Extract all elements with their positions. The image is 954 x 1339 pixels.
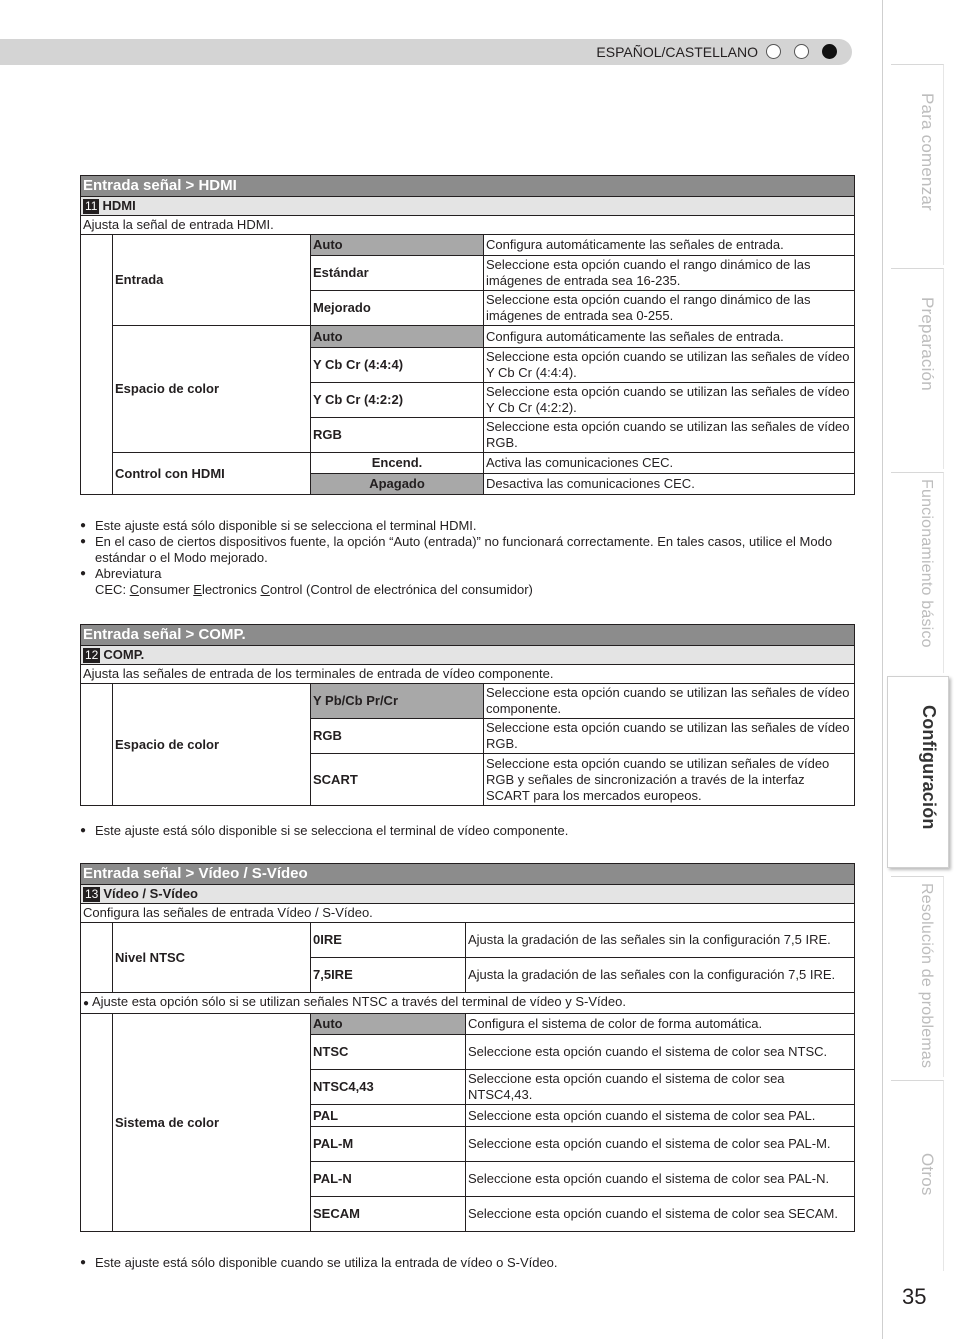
sistema-color-label: Sistema de color	[113, 1014, 311, 1232]
option-rgb[interactable]: RGB	[311, 418, 484, 453]
option-apagado[interactable]: Apagado	[311, 474, 484, 495]
tab-funcionamiento-basico[interactable]: Funcionamiento básico	[891, 472, 944, 673]
option-auto[interactable]: Auto	[311, 235, 484, 256]
note: ● Este ajuste está sólo disponible cuando se utiliza la entrada de vídeo o S-Vídeo.	[80, 1255, 856, 1271]
note: ● En el caso de ciertos dispositivos fuente, la opción “Auto (entrada)” no funcionará correctamente. En tales casos, utilice el Modo estándar o el Modo mejorado.	[80, 534, 856, 566]
hdmi-section	[80, 175, 854, 495]
option-encend[interactable]: Encend.	[311, 453, 484, 474]
option-pal[interactable]: PAL	[311, 1105, 466, 1127]
comp-subheader: 12 COMP.	[81, 646, 855, 665]
option-ycbcr-422[interactable]: Y Cb Cr (4:2:2)	[311, 383, 484, 418]
option-secam[interactable]: SECAM	[311, 1197, 466, 1232]
option-mejorado[interactable]: Mejorado	[311, 291, 484, 326]
hdmi-table: Entrada señal > HDMI 11 HDMI Ajusta la señal de entrada HDMI. Entrada Auto Configura automáticamente las señales de entrada. Estándar Seleccione esta opción cuando el rango dinámico de las imágenes de entrada sea 16-235. Mejorado Seleccione esta opción cuando el rango dinámico de las imágenes de entrada sea 0-255. Espacio de color Auto Configura automáticamente las señales de entrada. Y Cb Cr (4:4:4) Seleccione esta opción cuando se utilizan las señales de vídeo Y Cb Cr (4:4:4). Y Cb Cr (4:2:2) Seleccione esta opción cuando se utilizan las señales de vídeo Y Cb Cr (4:2:2). RGB Seleccione esta opción cuando se utilizan las señales de vídeo RGB. Control con HDMI Encend. Activa las comunicaciones CEC. Apagado Desactiva las comunicaciones CEC.	[80, 175, 855, 495]
comp-description: Ajusta las señales de entrada de los terminales de entrada de vídeo componente.	[81, 665, 855, 684]
option-auto[interactable]: Auto	[311, 326, 484, 348]
video-subheader: 13 Vídeo / S-Vídeo	[81, 885, 855, 904]
comp-table: Entrada señal > COMP. 12 COMP. Ajusta las señales de entrada de los terminales de entrada de vídeo componente. Espacio de color Y Pb/Cb Pr/Cr Seleccione esta opción cuando se utilizan las señales de vídeo componente. RGB Seleccione esta opción cuando se utilizan las señales de vídeo RGB. SCART Seleccione esta opción cuando se utilizan señales de vídeo RGB y señales de sincronización a través de la interfaz SCART para los mercados europeos.	[80, 624, 855, 806]
note: ● Este ajuste está sólo disponible si se selecciona el terminal de vídeo componente.	[80, 823, 856, 839]
option-pal-n[interactable]: PAL-N	[311, 1162, 466, 1197]
hdmi-title: Entrada señal > HDMI	[81, 176, 855, 197]
option-ypbpr[interactable]: Y Pb/Cb Pr/Cr	[311, 684, 484, 719]
nivel-ntsc-label: Nivel NTSC	[113, 923, 311, 993]
option-ycbcr-444[interactable]: Y Cb Cr (4:4:4)	[311, 348, 484, 383]
language-label: ESPAÑOL/CASTELLANO	[596, 44, 758, 60]
comp-title: Entrada señal > COMP.	[81, 625, 855, 646]
entrada-label: Entrada	[113, 235, 311, 326]
video-notes	[80, 1255, 856, 1271]
hdmi-subheader: 11 HDMI	[81, 197, 855, 216]
tab-para-comenzar[interactable]: Para comenzar	[891, 64, 944, 265]
control-hdmi-label: Control con HDMI	[113, 453, 311, 495]
option-ntsc443[interactable]: NTSC4,43	[311, 1070, 466, 1105]
progress-dot-1	[766, 44, 781, 59]
progress-dot-2	[794, 44, 809, 59]
progress-dot-3-active	[822, 44, 837, 59]
tab-otros[interactable]: Otros	[891, 1080, 944, 1271]
option-auto[interactable]: Auto	[311, 1014, 466, 1035]
video-table: Entrada señal > Vídeo / S-Vídeo 13 Vídeo / S-Vídeo Configura las señales de entrada Vídeo / S-Vídeo. Nivel NTSC 0IRE Ajusta la gradación de las señales sin la configuración 7,5 IRE. 7,5IRE Ajusta la gradación de las señales con la configuración 7,5 IRE. ● Ajuste esta opción sólo si se utilizan señales NTSC a través del terminal de vídeo y S-Vídeo. Sistema de color Auto Configura el sistema de color de forma automática. NTSC Seleccione esta opción cuando el sistema de color sea NTSC. NTSC4,43 Seleccione esta opción cuando el sistema de color sea NTSC4,43. PAL Seleccione esta opción cuando el sistema de color sea PAL. PAL-M Seleccione esta opción cuando el sistema de color sea PAL-M. PAL-N Seleccione esta opción cuando el sistema de color sea PAL-N. SECAM Seleccione esta opción cuando el sistema de color sea SECAM.	[80, 863, 855, 1232]
note: ● Este ajuste está sólo disponible si se selecciona el terminal HDMI.	[80, 518, 856, 534]
video-section	[80, 863, 854, 1232]
option-rgb[interactable]: RGB	[311, 719, 484, 754]
video-description: Configura las señales de entrada Vídeo / S-Vídeo.	[81, 904, 855, 923]
espacio-color-label: Espacio de color	[113, 684, 311, 806]
note: ● Abreviatura	[80, 566, 856, 582]
page-number: 35	[902, 1284, 927, 1309]
option-estandar[interactable]: Estándar	[311, 256, 484, 291]
option-75ire[interactable]: 7,5IRE	[311, 958, 466, 993]
tab-resolucion-de-problemas[interactable]: Resolución de problemas	[891, 876, 944, 1077]
option-0ire[interactable]: 0IRE	[311, 923, 466, 958]
hdmi-description: Ajusta la señal de entrada HDMI.	[81, 216, 855, 235]
video-title: Entrada señal > Vídeo / S-Vídeo	[81, 864, 855, 885]
tab-configuracion[interactable]: Configuración	[887, 676, 949, 868]
chapter-sidebar	[882, 0, 954, 1339]
ntsc-note: ● Ajuste esta opción sólo si se utilizan señales NTSC a través del terminal de vídeo y S-Vídeo.	[81, 993, 855, 1014]
espacio-color-label: Espacio de color	[113, 326, 311, 453]
tab-preparacion[interactable]: Preparación	[891, 268, 944, 469]
option-ntsc[interactable]: NTSC	[311, 1035, 466, 1070]
comp-notes	[80, 823, 856, 839]
option-scart[interactable]: SCART	[311, 754, 484, 806]
cec-abbreviation: CEC: Consumer Electronics Control (Control de electrónica del consumidor)	[95, 582, 533, 597]
option-pal-m[interactable]: PAL-M	[311, 1127, 466, 1162]
language-bar	[0, 39, 852, 65]
comp-section	[80, 624, 854, 806]
hdmi-notes	[80, 518, 856, 598]
